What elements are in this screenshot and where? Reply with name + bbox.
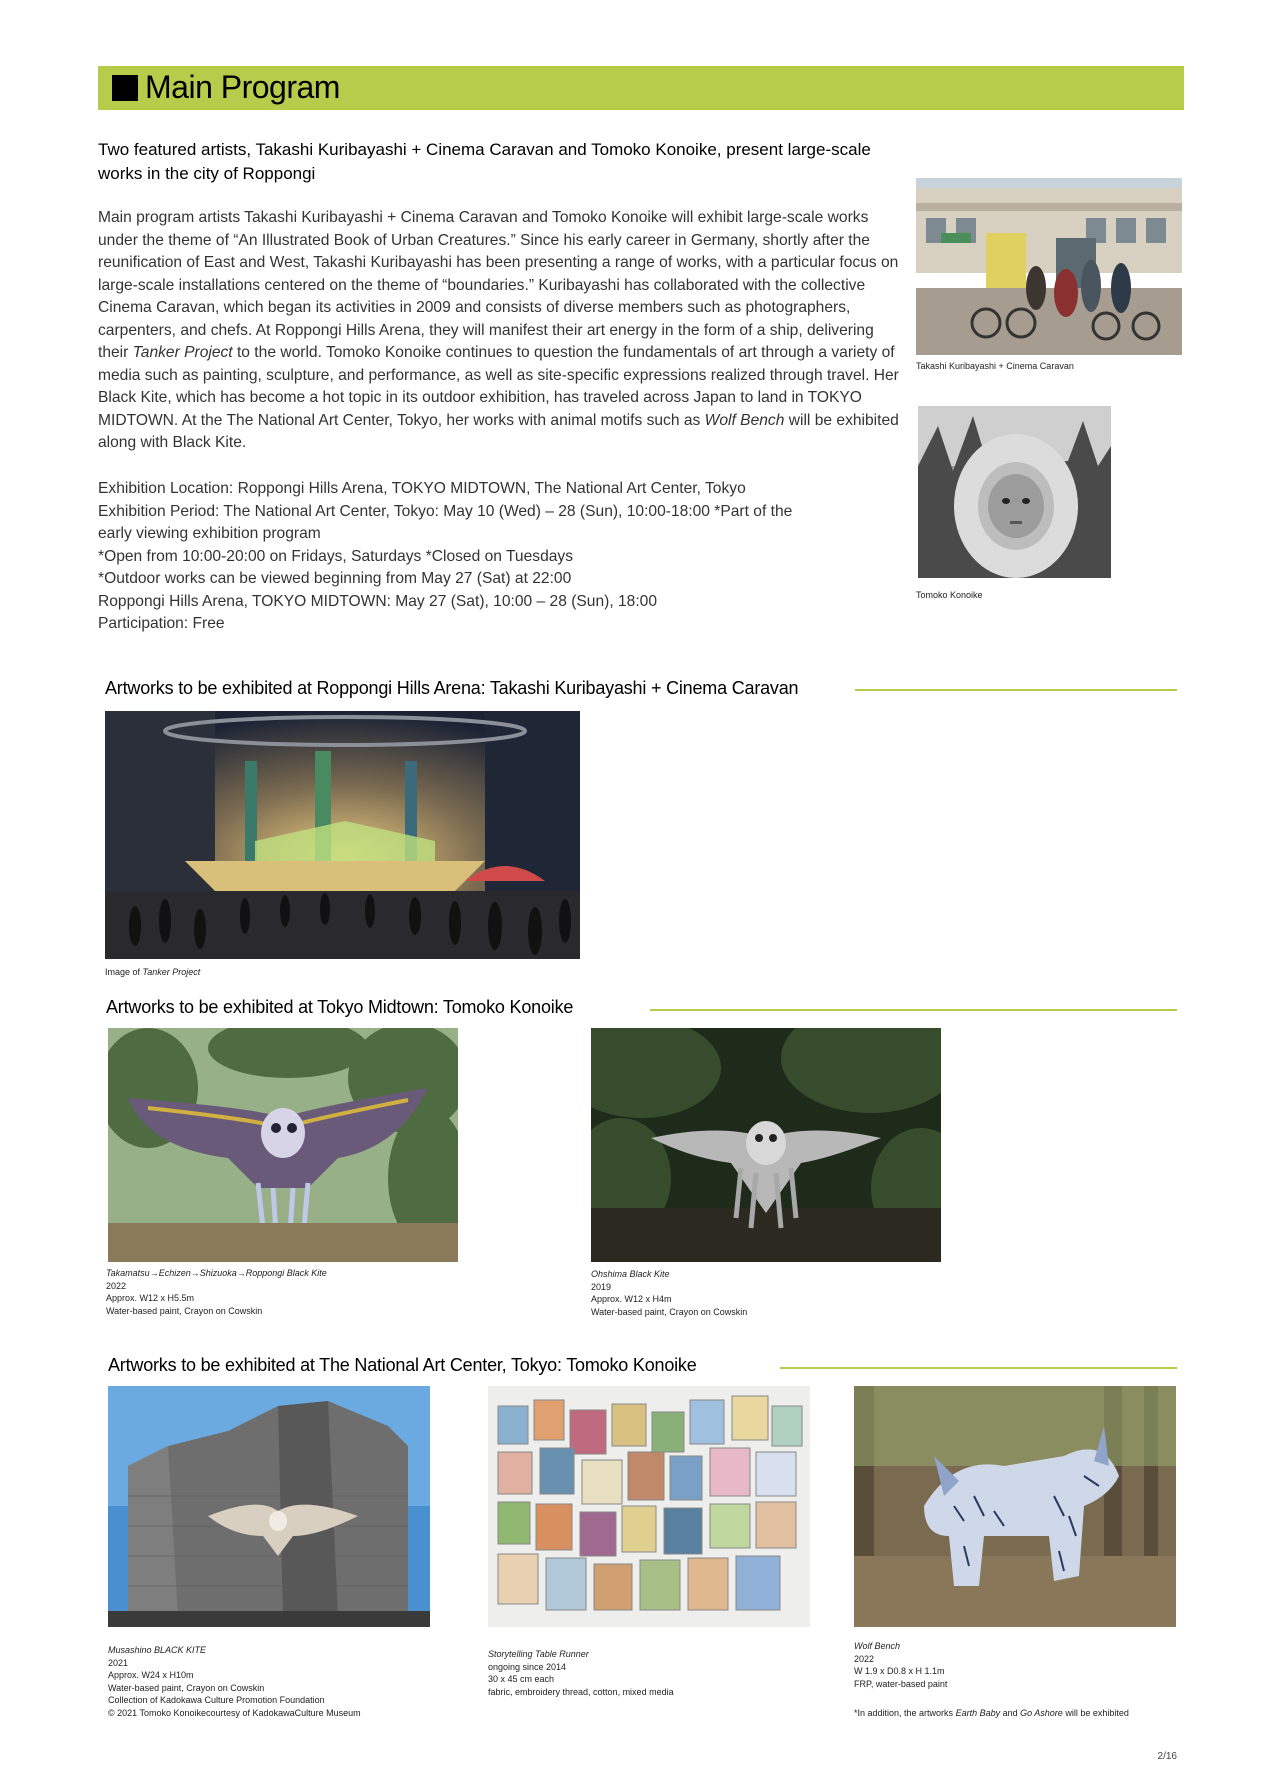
note-italic-go-ashore: Go Ashore [1020, 1708, 1063, 1718]
artwork-medium: Water-based paint, Crayon on Cowskin [106, 1305, 263, 1316]
note-text: will be exhibited [1062, 1708, 1129, 1718]
artwork-image-storytelling-table-runner [488, 1386, 810, 1627]
artwork-year: ongoing since 2014 [488, 1661, 567, 1672]
caption-storytelling-table-runner [488, 1648, 674, 1698]
artwork-title: Ohshima Black Kite [591, 1269, 670, 1279]
caption-prefix: Image of [105, 967, 143, 977]
info-note-open: *Open from 10:00-20:00 on Fridays, Saturdays *Closed on Tuesdays [98, 547, 574, 565]
additional-works-note [854, 1707, 1129, 1720]
info-period-1: Exhibition Period: The National Art Center, Tokyo: May 10 (Wed) – 28 (Sun), 10:00-18:00 *Part of the [98, 502, 793, 520]
artwork-size: 30 x 45 cm each [488, 1674, 555, 1684]
caption-roppongi-black-kite [106, 1267, 327, 1317]
artwork-image-roppongi-black-kite [108, 1028, 458, 1262]
intro-italic-tanker: Tanker Project [132, 344, 233, 361]
artwork-year: 2022 [854, 1653, 875, 1664]
artwork-credit: © 2021 Tomoko Konoikecourtesy of KadokawaCulture Museum [108, 1707, 361, 1718]
intro-text-3: will be exhibited along with Black Kite. [98, 411, 899, 451]
artwork-image-ohshima-black-kite [591, 1028, 941, 1262]
artist-photo-kuribayashi [916, 178, 1182, 355]
note-text: and [1000, 1708, 1021, 1718]
section-banner [98, 66, 1184, 110]
info-roppongi: Roppongi Hills Arena, TOKYO MIDTOWN: May 27 (Sat), 10:00 – 28 (Sun), 18:00 [98, 592, 658, 610]
intro-italic-wolf: Wolf Bench [704, 411, 785, 429]
artwork-title: Wolf Bench [854, 1641, 901, 1651]
section-heading-midtown: Artworks to be exhibited at Tokyo Midtown: Tomoko Konoike [106, 997, 574, 1017]
artwork-year: 2019 [591, 1281, 612, 1292]
artwork-size: Approx. W12 x H5.5m [106, 1293, 195, 1303]
info-participation: Participation: Free [98, 615, 225, 632]
artwork-medium: Water-based paint, Crayon on Cowskin [591, 1306, 748, 1317]
section-heading-roppongi: Artworks to be exhibited at Roppongi Hills Arena: Takashi Kuribayashi + Cinema Caravan [105, 678, 799, 698]
caption-ohshima-black-kite [591, 1268, 747, 1318]
square-bullet-icon [112, 75, 138, 101]
artwork-image-musashino-black-kite [108, 1386, 430, 1627]
intro-text-2: to the world. Tomoko Konoike continues to question the fundamentals of art through a variety of media such as painting, sculpture, and performance, as well as site-specific expressions realized through travel. Her Black Kite, which has become a hot topic in its outdoor exhibition, has traveled across Japan to land in TOKYO MIDTOWN. At the The National Art Center, Tokyo, her works with animal motifs such as [98, 344, 899, 429]
caption-kuribayashi: Takashi Kuribayashi + Cinema Caravan [916, 361, 1074, 371]
artwork-size: Approx. W12 x H4m [591, 1294, 672, 1304]
caption-tanker-project [105, 966, 200, 979]
caption-italic: Tanker Project [142, 967, 201, 977]
intro-subheading: Two featured artists, Takashi Kuribayashi + Cinema Caravan and Tomoko Konoike, present large-scale works in the city of Roppongi [98, 140, 871, 183]
artwork-title: Musashino BLACK KITE [108, 1645, 207, 1655]
intro-body [98, 207, 904, 455]
section-heading-national-art-center: Artworks to be exhibited at The National Art Center, Tokyo: Tomoko Konoike [108, 1355, 697, 1375]
artwork-medium: FRP, water-based paint [854, 1678, 948, 1689]
section-rule [650, 1009, 1177, 1011]
info-period-2: early viewing exhibition program [98, 525, 321, 542]
page-number: 2/16 [1157, 1751, 1177, 1762]
artwork-image-tanker-project [105, 711, 580, 959]
artwork-size: Approx. W24 x H10m [108, 1670, 194, 1680]
artwork-collection: Collection of Kadokawa Culture Promotion Foundation [108, 1695, 325, 1705]
artist-photo-konoike [918, 406, 1111, 578]
artwork-size: W 1.9 x D0.8 x H 1.1m [854, 1666, 945, 1676]
caption-wolf-bench [854, 1640, 947, 1690]
artwork-medium: fabric, embroidery thread, cotton, mixed media [488, 1686, 674, 1697]
exhibition-info [98, 478, 904, 636]
artwork-year: 2021 [108, 1657, 129, 1668]
section-rule [780, 1367, 1177, 1369]
note-italic-earth-baby: Earth Baby [955, 1708, 1001, 1718]
artwork-title: Takamatsu→Echizen→Shizuoka→Roppongi Black Kite [106, 1268, 327, 1278]
info-location: Exhibition Location: Roppongi Hills Arena, TOKYO MIDTOWN, The National Art Center, Tokyo [98, 480, 746, 497]
intro-text-1: Main program artists Takashi Kuribayashi + Cinema Caravan and Tomoko Konoike will exhibit large-scale works under the theme of “An Illustrated Book of Urban Creatures.” Since his early career in Germany, shortly after the reunification of East and West, Takashi Kuribayashi has been presenting a range of works, with a particular focus on large-scale installations centered on the theme of “boundaries.” Kuribayashi has collaborated with the collective Cinema Caravan, which began its activities in 2009 and consists of diverse members such as photographers, carpenters, and chefs. At Roppongi Hills Arena, they will manifest their art energy in the form of a ship, delivering their [98, 209, 899, 361]
caption-musashino-black-kite [108, 1644, 361, 1719]
artwork-title: Storytelling Table Runner [488, 1649, 589, 1659]
artwork-medium: Water-based paint, Crayon on Cowskin [108, 1682, 265, 1693]
section-title: Main Program [145, 69, 340, 105]
section-rule [855, 689, 1177, 691]
info-note-outdoor: *Outdoor works can be viewed beginning from May 27 (Sat) at 22:00 [98, 570, 572, 587]
note-text: *In addition, the artworks [854, 1708, 956, 1718]
artwork-year: 2022 [106, 1280, 127, 1291]
artwork-image-wolf-bench [854, 1386, 1176, 1627]
caption-konoike: Tomoko Konoike [916, 590, 983, 600]
